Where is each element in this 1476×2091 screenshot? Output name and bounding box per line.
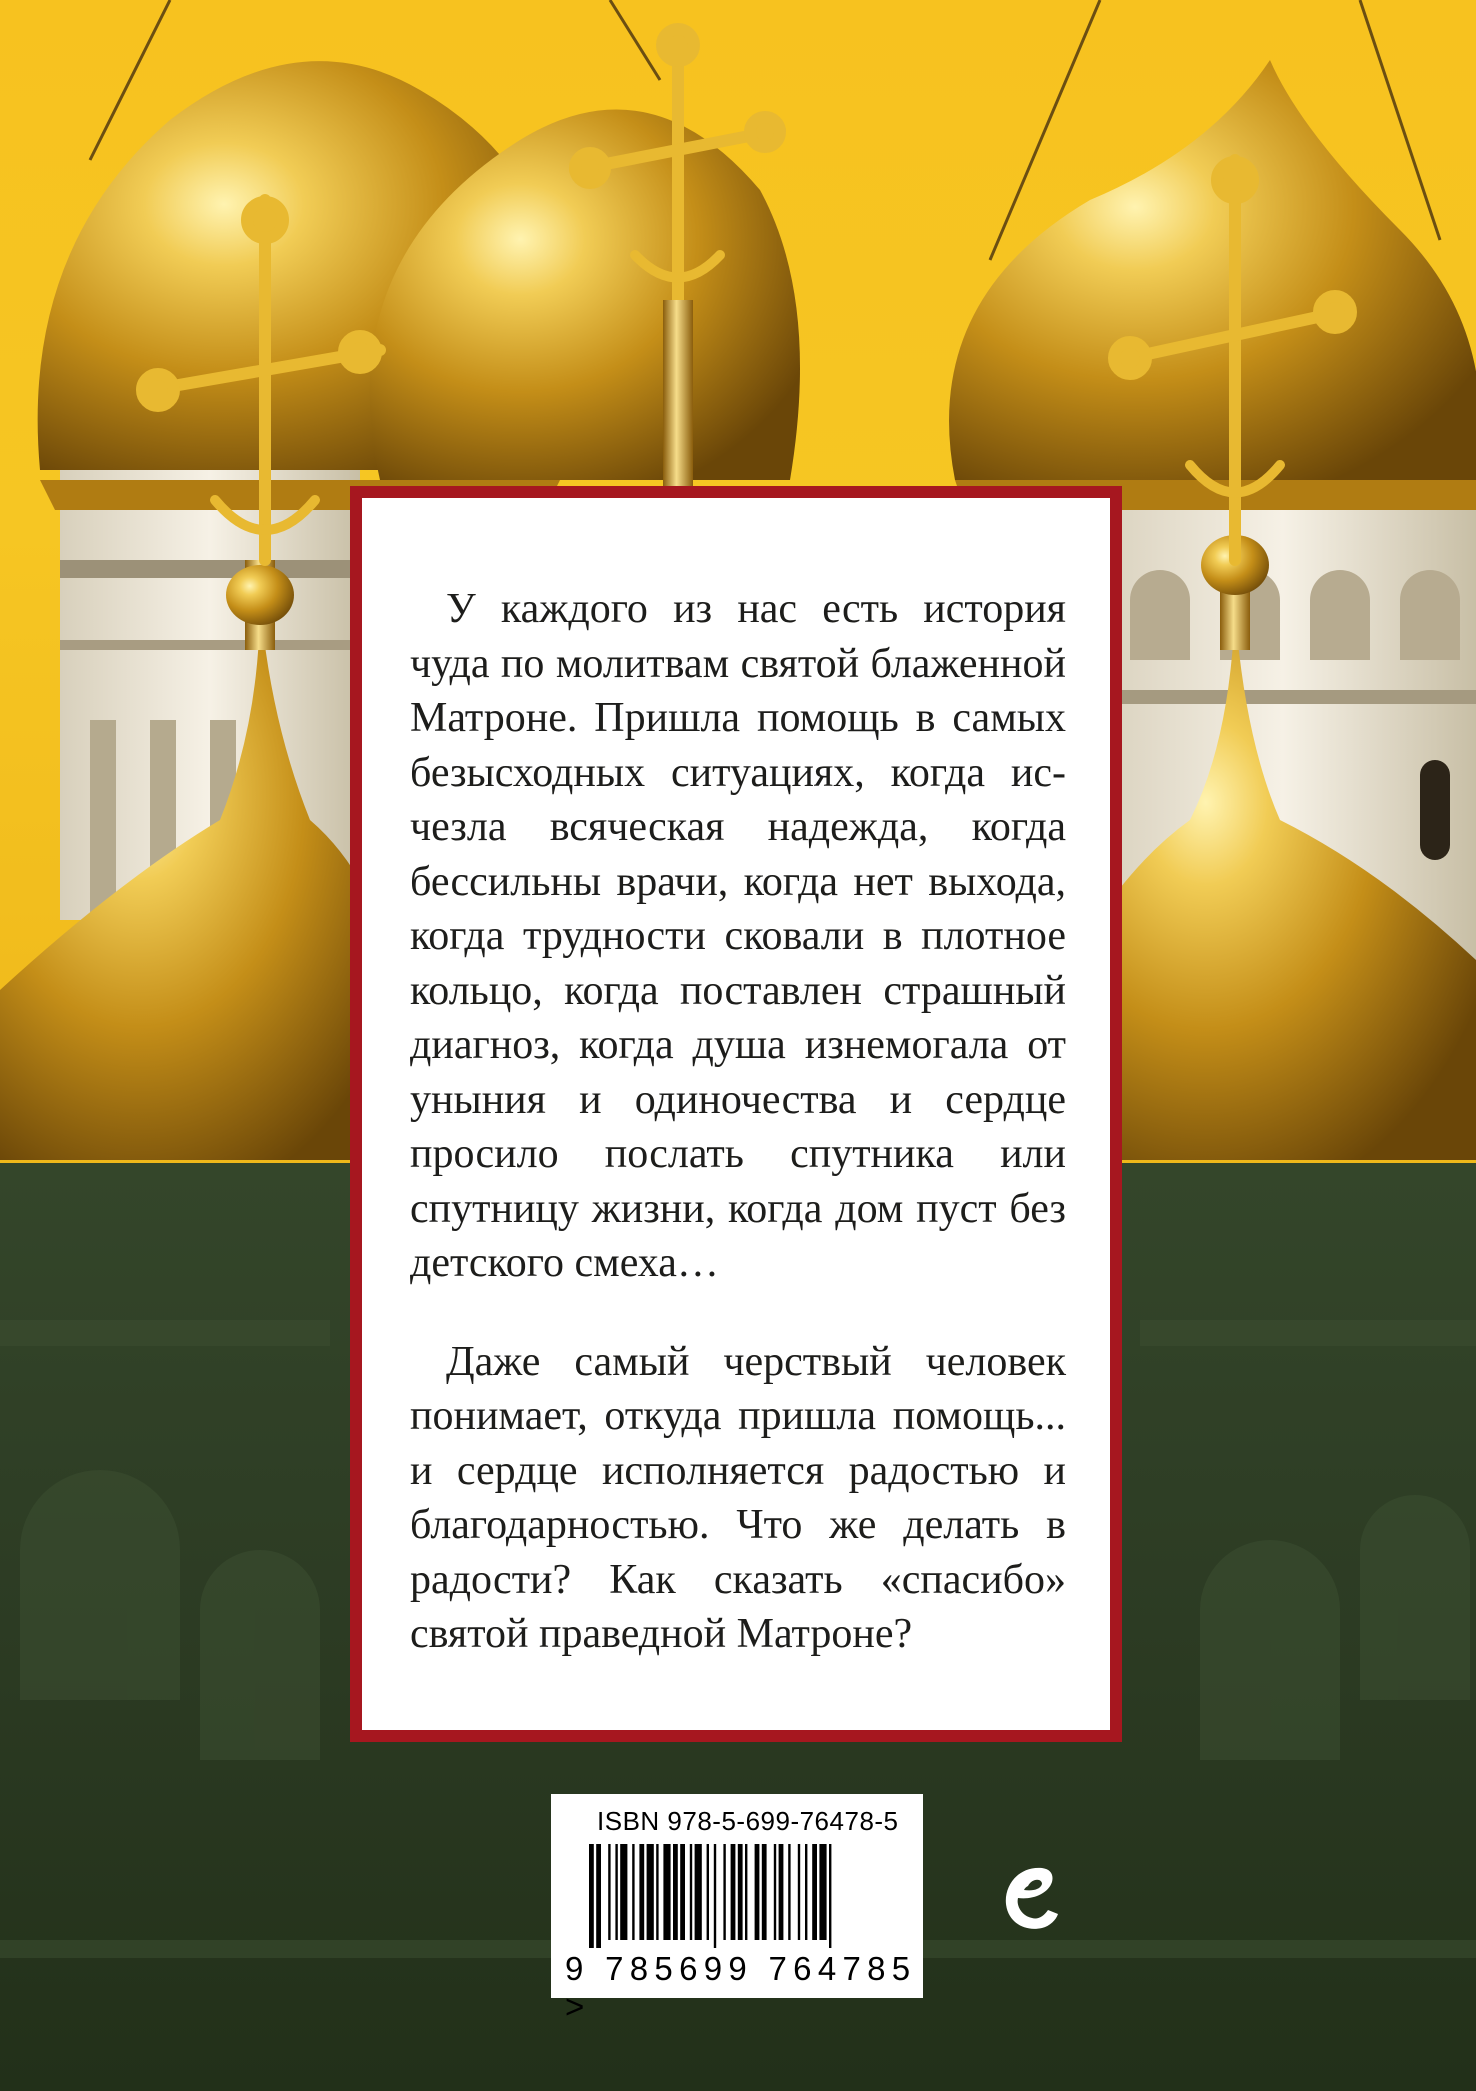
description-paragraph-2: Даже самый черствый человек понимает, откуда пришла помощь... и сердце исполняется радостью и благодарностью. Что же делать в радости? Как сказать «спасибо» святой праведной Матроне? xyxy=(410,1338,1066,1657)
barcode-bar xyxy=(695,1844,702,1940)
barcode-bar xyxy=(639,1844,644,1940)
barcode-bar xyxy=(723,1844,725,1940)
description-paragraph-1: У каждого из нас есть история чуда по молитвам святой блаженной Матроне. Пришла помощь в самых безысходных ситуациях, когда исчезла всяческая надежда, когда бессильны врачи, когда нет выхода, когда трудности сковали в плотное кольцо, когда поставлен страшный диагноз, когда душа изнемогала от уныния и одиночества и сердце просило послать спутника или спутницу жизни, когда дом пуст без детского смеха… xyxy=(410,586,1066,1286)
barcode-bar xyxy=(707,1844,709,1940)
barcode-bar xyxy=(620,1844,627,1940)
barcode-bar xyxy=(779,1844,784,1940)
barcode-bar xyxy=(615,1844,617,1940)
barcode-bar xyxy=(755,1844,760,1940)
isbn-label: ISBN 978-5-699-76478-5 xyxy=(597,1806,899,1836)
barcode-bar xyxy=(738,1844,743,1940)
barcode-bar xyxy=(596,1844,601,1948)
barcode-bar xyxy=(680,1844,685,1940)
barcode-bar xyxy=(673,1844,678,1940)
barcode-bar xyxy=(632,1844,634,1940)
barcode-bar xyxy=(608,1844,610,1940)
barcode-bar xyxy=(774,1844,776,1940)
barcode-bar xyxy=(805,1844,807,1940)
barcode-bar xyxy=(690,1844,692,1940)
barcode-bar xyxy=(812,1844,817,1940)
eksmo-logo-icon xyxy=(998,1858,1064,1938)
barcode-bar xyxy=(663,1844,670,1940)
barcode-bar xyxy=(829,1844,831,1948)
ean-digits: 9 785699 764785 > xyxy=(565,1950,917,2025)
barcode-bar xyxy=(656,1844,658,1940)
barcode-bar xyxy=(788,1844,790,1940)
barcode-bar xyxy=(714,1844,716,1948)
barcode-bar xyxy=(798,1844,800,1940)
barcode-bar xyxy=(819,1844,826,1940)
isbn-barcode-block xyxy=(551,1794,923,2025)
barcode-icon xyxy=(589,1844,889,1948)
barcode-bar xyxy=(589,1844,594,1948)
barcode-bar xyxy=(647,1844,654,1940)
barcode-bar xyxy=(762,1844,767,1940)
barcode-bar xyxy=(745,1844,747,1940)
barcode-bar xyxy=(731,1844,736,1940)
description-panel xyxy=(350,486,1122,1742)
